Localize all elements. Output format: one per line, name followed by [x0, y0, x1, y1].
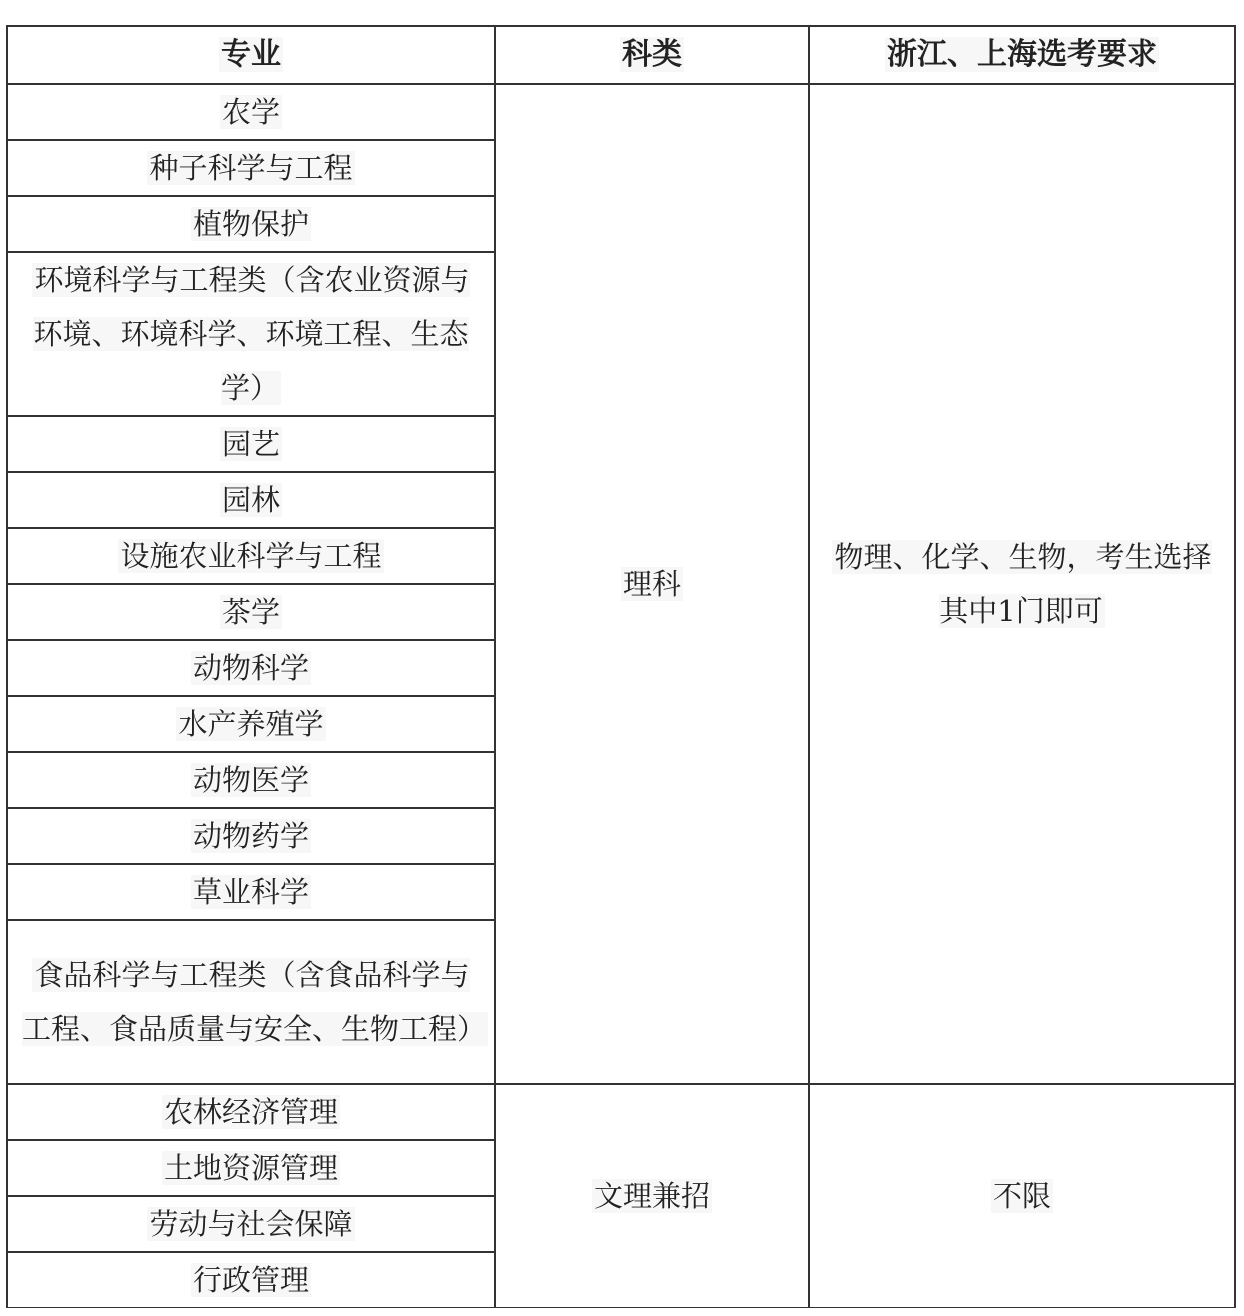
major-cell: 园艺: [7, 416, 495, 472]
major-cell: 行政管理: [7, 1252, 495, 1308]
major-cell: 农林经济管理: [7, 1084, 495, 1140]
category-cell-science: 理科: [495, 84, 809, 1084]
major-cell: 农学: [7, 84, 495, 140]
major-cell: 动物药学: [7, 808, 495, 864]
header-major: 专业: [7, 26, 495, 84]
header-requirement: 浙江、上海选考要求: [809, 26, 1235, 84]
major-cell: 草业科学: [7, 864, 495, 920]
major-cell: 设施农业科学与工程: [7, 528, 495, 584]
major-cell: 植物保护: [7, 196, 495, 252]
table-row: [7, 1084, 1235, 1140]
table-header-row: [7, 26, 1235, 84]
major-cell: 土地资源管理: [7, 1140, 495, 1196]
major-cell: 水产养殖学: [7, 696, 495, 752]
header-category: 科类: [495, 26, 809, 84]
major-cell: 园林: [7, 472, 495, 528]
major-cell: 劳动与社会保障: [7, 1196, 495, 1252]
table-row: [7, 84, 1235, 140]
major-cell: 茶学: [7, 584, 495, 640]
requirement-cell-science: 物理、化学、生物，考生选择其中1门即可: [809, 84, 1235, 1084]
major-cell: 食品科学与工程类（含食品科学与工程、食品质量与安全、生物工程）: [7, 920, 495, 1084]
major-cell: 动物医学: [7, 752, 495, 808]
major-cell: 种子科学与工程: [7, 140, 495, 196]
majors-requirements-table: [6, 25, 1236, 1309]
requirement-cell-mixed: 不限: [809, 1084, 1235, 1308]
page-bottom-margin: [0, 1308, 1244, 1316]
clipped-heading-line: [0, 0, 1244, 14]
major-cell: 动物科学: [7, 640, 495, 696]
major-cell: 环境科学与工程类（含农业资源与环境、环境科学、环境工程、生态学）: [7, 252, 495, 416]
category-cell-mixed: 文理兼招: [495, 1084, 809, 1308]
